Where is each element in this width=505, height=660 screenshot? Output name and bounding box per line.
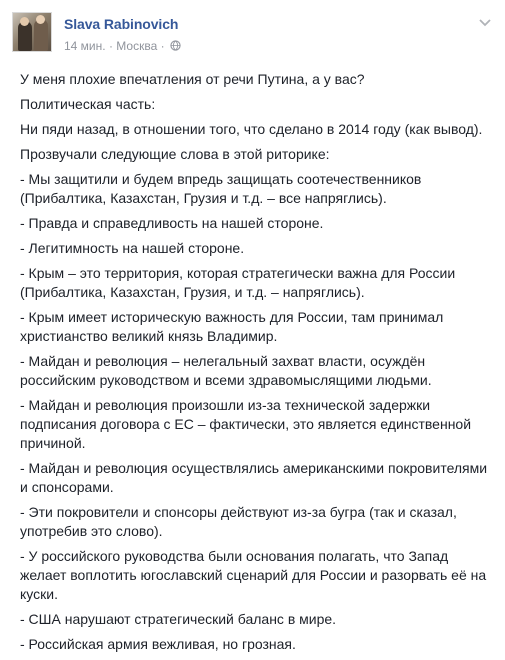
post-paragraph: - Правда и справедливость на нашей стороне. — [20, 215, 324, 231]
post-paragraph: Политическая часть: — [20, 96, 156, 112]
post-paragraph: У меня плохие впечатления от речи Путина, а у вас? — [20, 71, 365, 87]
post-paragraph: - Майдан и революция осуществлялись американскими покровителями и спонсорами. — [20, 460, 488, 495]
post-paragraph: - Эти покровители и спонсоры действуют из-за бугра (так и сказал, употребив это слово). — [20, 504, 457, 539]
post-location[interactable]: Москва — [116, 38, 158, 53]
post-timestamp[interactable]: 14 мин. — [64, 38, 106, 53]
post-paragraph: - Майдан и революция произошли из-за технической задержки подписания договора с ЕС – фактически, это является единственной причиной. — [20, 397, 472, 451]
post-header — [12, 12, 492, 56]
author-avatar[interactable] — [12, 12, 52, 52]
meta-separator: · — [108, 38, 113, 53]
post-paragraph: - Крым – это территория, которая стратегически важна для России (Прибалтика, Казахстан, Грузия, и т.д. – напряглись). — [20, 265, 456, 300]
post-body — [20, 70, 488, 660]
post-paragraph: - Российская армия вежливая, но грозная. — [20, 636, 296, 652]
post-meta — [64, 38, 181, 53]
author-name-link[interactable]: Slava Rabinovich — [64, 16, 179, 32]
post-paragraph: Прозвучали следующие слова в этой риторике: — [20, 146, 330, 162]
post-paragraph: - Мы защитили и будем впредь защищать соотечественников (Прибалтика, Казахстан, Грузия и т.д. – все напряглись). — [20, 171, 422, 206]
globe-icon[interactable] — [170, 40, 181, 51]
post-paragraph: - Майдан и революция – нелегальный захват власти, осуждён российским руководством и всеми здравомыслящими людьми. — [20, 353, 432, 388]
post-paragraph: - У российского руководства были основания полагать, что Запад желает воплотить югославский сценарий для России и разорвать её на куски. — [20, 548, 487, 602]
post-paragraph: Ни пяди назад, в отношении того, что сделано в 2014 году (как вывод). — [20, 121, 483, 137]
post-paragraph: - Крым имеет историческую важность для России, там принимал христианство великий князь Владимир. — [20, 309, 444, 344]
post-paragraph: - США нарушают стратегический баланс в мире. — [20, 611, 337, 627]
meta-separator-2: · — [160, 38, 165, 53]
chevron-down-icon[interactable] — [478, 18, 492, 28]
post-paragraph: - Легитимность на нашей стороне. — [20, 240, 245, 256]
